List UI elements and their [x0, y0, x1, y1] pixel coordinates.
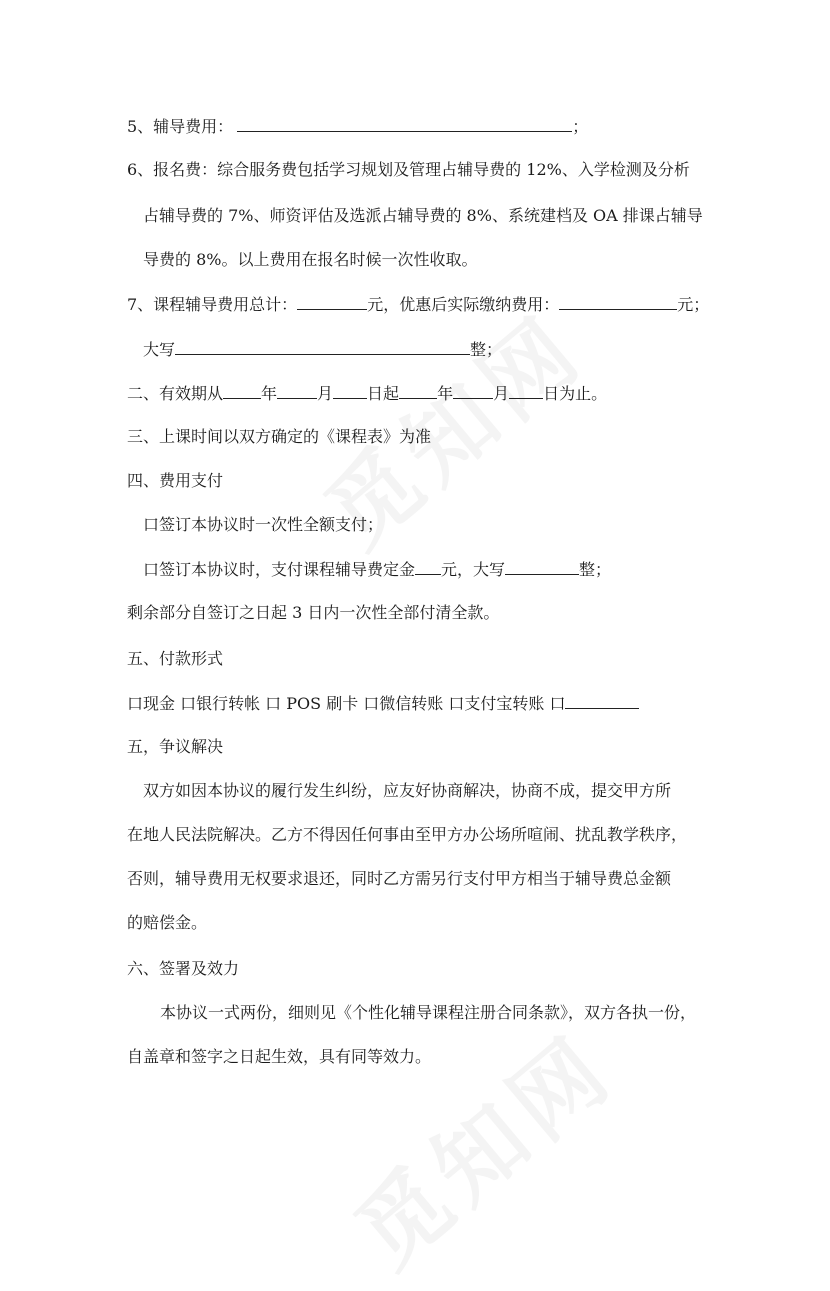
item-5-label: 5、辅导费用： [127, 117, 234, 136]
remainder-text: 剩余部分自签订之日起 3 日内一次性全部付清全款。 [127, 603, 500, 622]
dispute-line-2: 在地人民法院解决。乙方不得因任何事由至甲方办公场所喧闹、扰乱教学秩序， [127, 825, 688, 844]
section-4-title: 四、费用支付 [127, 471, 224, 490]
item-7: 7、课程辅导费用总计： 元，优惠后实际缴纳费用： 元； [127, 295, 710, 314]
section-dispute-title: 五，争议解决 [127, 737, 224, 756]
payment-option-2[interactable]: 口签订本协议时，支付课程辅导费定金 元，大写 整； [143, 560, 612, 579]
start-day-blank[interactable] [333, 382, 367, 399]
end-year-blank[interactable] [399, 382, 437, 399]
section-3: 三、上课时间以双方确定的《课程表》为准 [127, 427, 432, 446]
start-year-blank[interactable] [223, 382, 261, 399]
section-5-title: 五、付款形式 [127, 649, 224, 668]
item-6-line-1: 6、报名费：综合服务费包括学习规划及管理占辅导费的 12%、入学检测及分析 [127, 160, 690, 179]
fee-blank[interactable] [237, 115, 572, 132]
signing-line-2: 自盖章和签字之日起生效，具有同等效力。 [127, 1047, 432, 1066]
deposit-capital-blank[interactable] [505, 558, 579, 575]
capital-amount-blank[interactable] [175, 338, 470, 355]
start-month-blank[interactable] [277, 382, 317, 399]
other-method-blank[interactable] [565, 692, 639, 709]
end-month-blank[interactable] [453, 382, 493, 399]
deposit-blank[interactable] [415, 558, 441, 575]
payment-option-1[interactable]: 口签订本协议时一次性全额支付； [143, 515, 384, 534]
total-fee-blank[interactable] [297, 293, 367, 310]
end-day-blank[interactable] [509, 382, 543, 399]
item-7-capital: 大写 整； [143, 340, 503, 359]
item-6-line-3: 导费的 8%。以上费用在报名时候一次性收取。 [143, 250, 478, 269]
dispute-line-4: 的赔偿金。 [127, 913, 208, 932]
dispute-line-1: 双方如因本协议的履行发生纠纷，应友好协商解决，协商不成，提交甲方所 [143, 781, 672, 800]
item-6-line-2: 占辅导费的 7%、师资评估及选派占辅导费的 8%、系统建档及 OA 排课占辅导 [143, 206, 703, 225]
item-5: 5、辅导费用： ； [127, 117, 589, 136]
watermark [323, 999, 636, 1291]
signing-line-1: 本协议一式两份，细则见《个性化辅导课程注册合同条款》，双方各执一份， [160, 1003, 697, 1022]
section-2-validity: 二、有效期从 年 月 日起 年 月 日为止。 [127, 384, 608, 403]
dispute-line-3: 否则，辅导费用无权要求退还，同时乙方需另行支付甲方相当于辅导费总金额 [127, 869, 672, 888]
actual-fee-blank[interactable] [559, 293, 677, 310]
section-6-title: 六、签署及效力 [127, 959, 240, 978]
payment-methods[interactable]: 口现金 口银行转帐 口 POS 刷卡 口微信转账 口支付宝转账 口 [127, 692, 639, 715]
